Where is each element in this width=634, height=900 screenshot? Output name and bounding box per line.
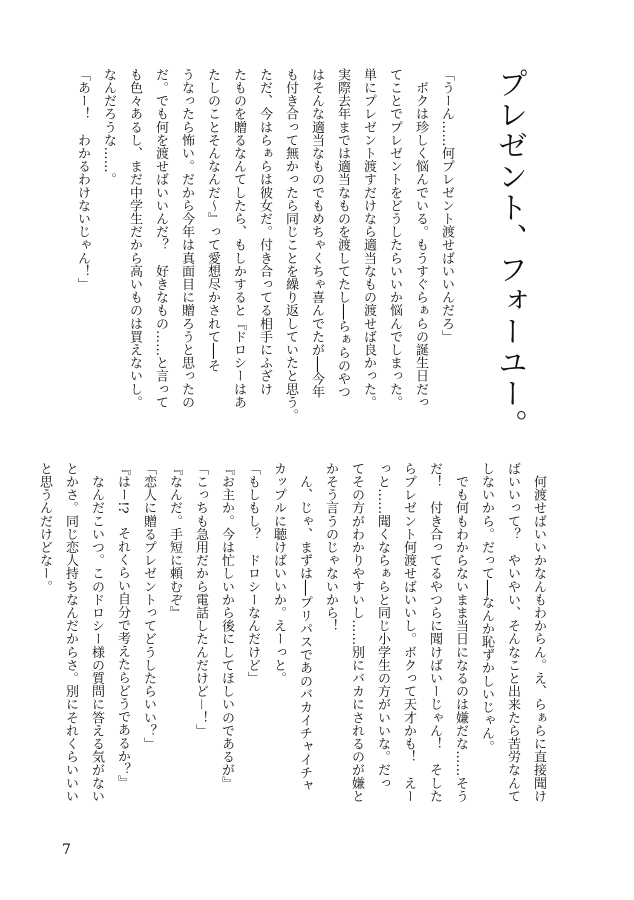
page-number: 7 <box>62 842 71 858</box>
body-text-upper: 「うーん……何プレゼント渡せばいいんだろ」 ボクは珍しく悩んでいる。もうすぐらぁらの誕生日だっ てことでプレゼントをどうしたらいいか悩んでしまった。 単にプレゼント渡すだけなら適当なもの渡せば良かった。 実際去年までは適当なものを渡してたし──らぁらのやつ はそんな適当なものでもめちゃくちゃ喜んでたが──今年 も付き合って無かったら同じことを繰り返していたと思う。 ただ、今はらぁらは彼女だ。付き合ってる相手にふざけ たものを贈るなんてしたら、もしかすると『ドロシーはあ たしのことそんなんだ～』って愛想尽かされて──そ うなったら怖い。だから今年は真面目に贈ろうと思ったの だ。でも何を渡せばいいんだ？ 好きなもの……と言って も色々あるし、まだ中学生だから高いものは買えないし。 なんだろうな……。 「あー！ わかるわけないじゃん！」 <box>75 68 454 422</box>
body-text-lower: 何渡せばいいかなんもわからん。え、らぁらに直接聞け ばいいって？ やいやい、そんなこと出来たら苦労なんて しないから。だって──なんか恥ずかしいじゃん。 でも何もわからないまま当日になるのは嫌だな……そう だ！ 付き合ってるやつらに聞けばいーじゃん！ そした らプレゼント何渡せばいいし。ボクって天才かも！ えー っと……聞くならぁらと同じ小学生の方がいいな。だっ てその方がわかりやすいし……別にバカにされるのが嫌と かそう言うのじゃないから！ ん、じゃ、まずは──プリパスであのバカイチャイチャ カップルに聴けばいいか。えーっと。 「もしもし？ ドロシーなんだけど」 『お主か。今は忙しいから後にしてほしいのであるが』 「こっちも急用だから電話したんだけど－！」 『なんだ。手短に頼むぞ』 「恋人に贈るプレゼントってどうしたらいい？」 『はー!? それくらい自分で考えたらどうであるか？』 なんだこいつ。このドロシー様の質問に答える気がない とかさ。同じ恋人持ちなんだからさ。別にそれくらいいい と思うんだけどなー。 <box>37 462 546 803</box>
chapter-title: プレゼント、フォーユー。 <box>492 68 527 440</box>
